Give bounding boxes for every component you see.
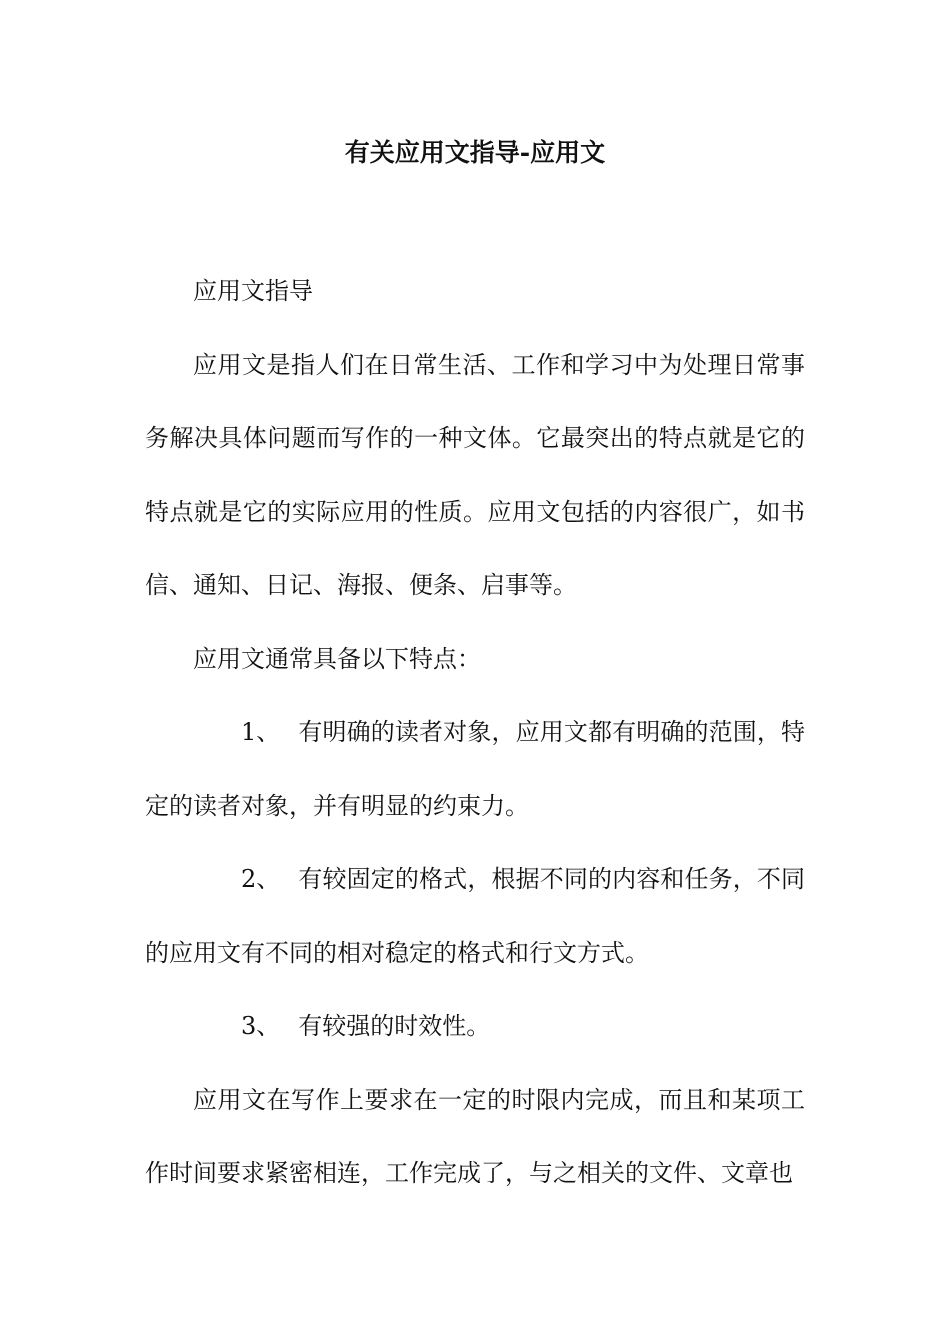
list-item: [145, 843, 805, 990]
list-item-text: 有较固定的格式，根据不同的内容和任务，不同的应用文有不同的相对稳定的格式和行文方式。: [145, 865, 805, 967]
features-lead-paragraph: 应用文通常具备以下特点：: [193, 644, 481, 673]
document-title: 有关应用文指导-应用文: [344, 138, 606, 167]
list-item-number: 1、: [241, 718, 281, 746]
list-item-number: 2、: [241, 865, 281, 893]
intro-paragraph: 应用文是指人们在日常生活、工作和学习中为处理日常事务解决具体问题而写作的一种文体。它最突出的特点就是它的特点就是它的实际应用的性质。应用文包括的内容很广，如书信、通知、日记、海报、便条、启事等。: [145, 350, 805, 599]
list-item: [145, 696, 805, 843]
list-item-text: 有明确的读者对象，应用文都有明确的范围，特定的读者对象，并有明显的约束力。: [145, 718, 805, 820]
section-heading: 应用文指导: [193, 277, 313, 305]
list-item-number: 3、: [241, 1012, 281, 1040]
list-item: [145, 990, 805, 1064]
list-item-text: 有较强的时效性。: [298, 1012, 491, 1040]
document-body: [145, 255, 805, 1211]
closing-paragraph: 应用文在写作上要求在一定的时限内完成，而且和某项工作时间要求紧密相连，工作完成了，与之相关的文件、文章也: [145, 1085, 805, 1187]
